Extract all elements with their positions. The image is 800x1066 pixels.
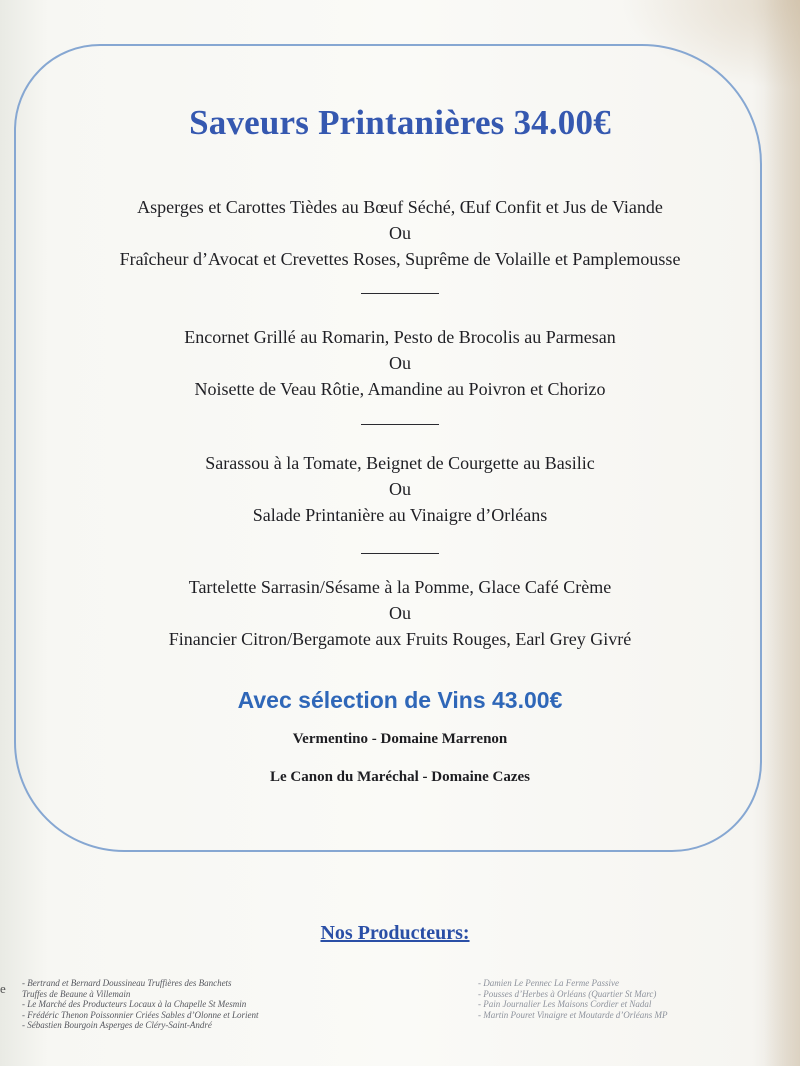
wine-item: Le Canon du Maréchal - Domaine Cazes bbox=[270, 769, 530, 785]
course-divider bbox=[361, 293, 439, 294]
dish-option: Tartelette Sarrasin/Sésame à la Pomme, Glace Café Crème bbox=[188, 577, 612, 597]
course-dessert bbox=[40, 574, 760, 652]
producer-item: - Damien Le Pennec La Ferme Passive bbox=[478, 978, 619, 988]
dish-option: Fraîcheur d’Avocat et Crevettes Roses, Suprême de Volaille et Pamplemousse bbox=[119, 249, 681, 269]
producers-list-left bbox=[22, 978, 382, 1031]
producer-item: - Le Marché des Producteurs Locaux à la Chapelle St Mesmin bbox=[22, 999, 247, 1009]
wine-selection-title: Avec sélection de Vins 43.00€ bbox=[237, 687, 563, 713]
dish-option: Sarassou à la Tomate, Beignet de Courgette au Basilic bbox=[205, 453, 595, 473]
menu-title: Saveurs Printanières 34.00€ bbox=[189, 103, 611, 142]
or-label: Ou bbox=[389, 479, 411, 499]
course-starter bbox=[40, 194, 760, 272]
producers-list-right bbox=[478, 978, 778, 1020]
dish-option: Salade Printanière au Vinaigre d’Orléans bbox=[252, 505, 548, 525]
cut-off-text: e bbox=[0, 981, 6, 996]
course-divider bbox=[361, 553, 439, 554]
producer-item: - Frédéric Thenon Poissonnier Criées Sables d’Olonne et Lorient bbox=[22, 1009, 259, 1020]
dish-option: Financier Citron/Bergamote aux Fruits Rouges, Earl Grey Givré bbox=[168, 629, 632, 649]
producer-item: Truffes de Beaune à Villemain bbox=[22, 988, 131, 999]
or-label: Ou bbox=[389, 353, 411, 373]
wine-item: Vermentino - Domaine Marrenon bbox=[292, 731, 508, 747]
producer-item: - Bertrand et Bernard Doussineau Truffières des Banchets bbox=[22, 978, 232, 988]
producer-item: - Sébastien Bourgoin Asperges de Cléry-Saint-André bbox=[22, 1020, 212, 1030]
dish-option: Encornet Grillé au Romarin, Pesto de Brocolis au Parmesan bbox=[184, 327, 616, 347]
course-main bbox=[40, 324, 760, 402]
course-divider bbox=[361, 424, 439, 425]
dish-option: Asperges et Carottes Tièdes au Bœuf Séché, Œuf Confit et Jus de Viande bbox=[137, 197, 663, 217]
producer-item: - Pain Journalier Les Maisons Cordier et Nadal bbox=[478, 999, 652, 1009]
dish-option: Noisette de Veau Rôtie, Amandine au Poivron et Chorizo bbox=[194, 379, 606, 399]
or-label: Ou bbox=[389, 223, 411, 243]
page-edge-shadow bbox=[764, 0, 800, 1066]
producers-title: Nos Producteurs: bbox=[320, 922, 470, 944]
course-third bbox=[40, 450, 760, 528]
producer-item: - Martin Pouret Vinaigre et Moutarde d’Orléans MP bbox=[478, 1009, 668, 1020]
menu-card bbox=[40, 96, 760, 786]
producer-item: - Pousses d’Herbes à Orléans (Quartier St Marc) bbox=[478, 988, 657, 999]
or-label: Ou bbox=[389, 603, 411, 623]
